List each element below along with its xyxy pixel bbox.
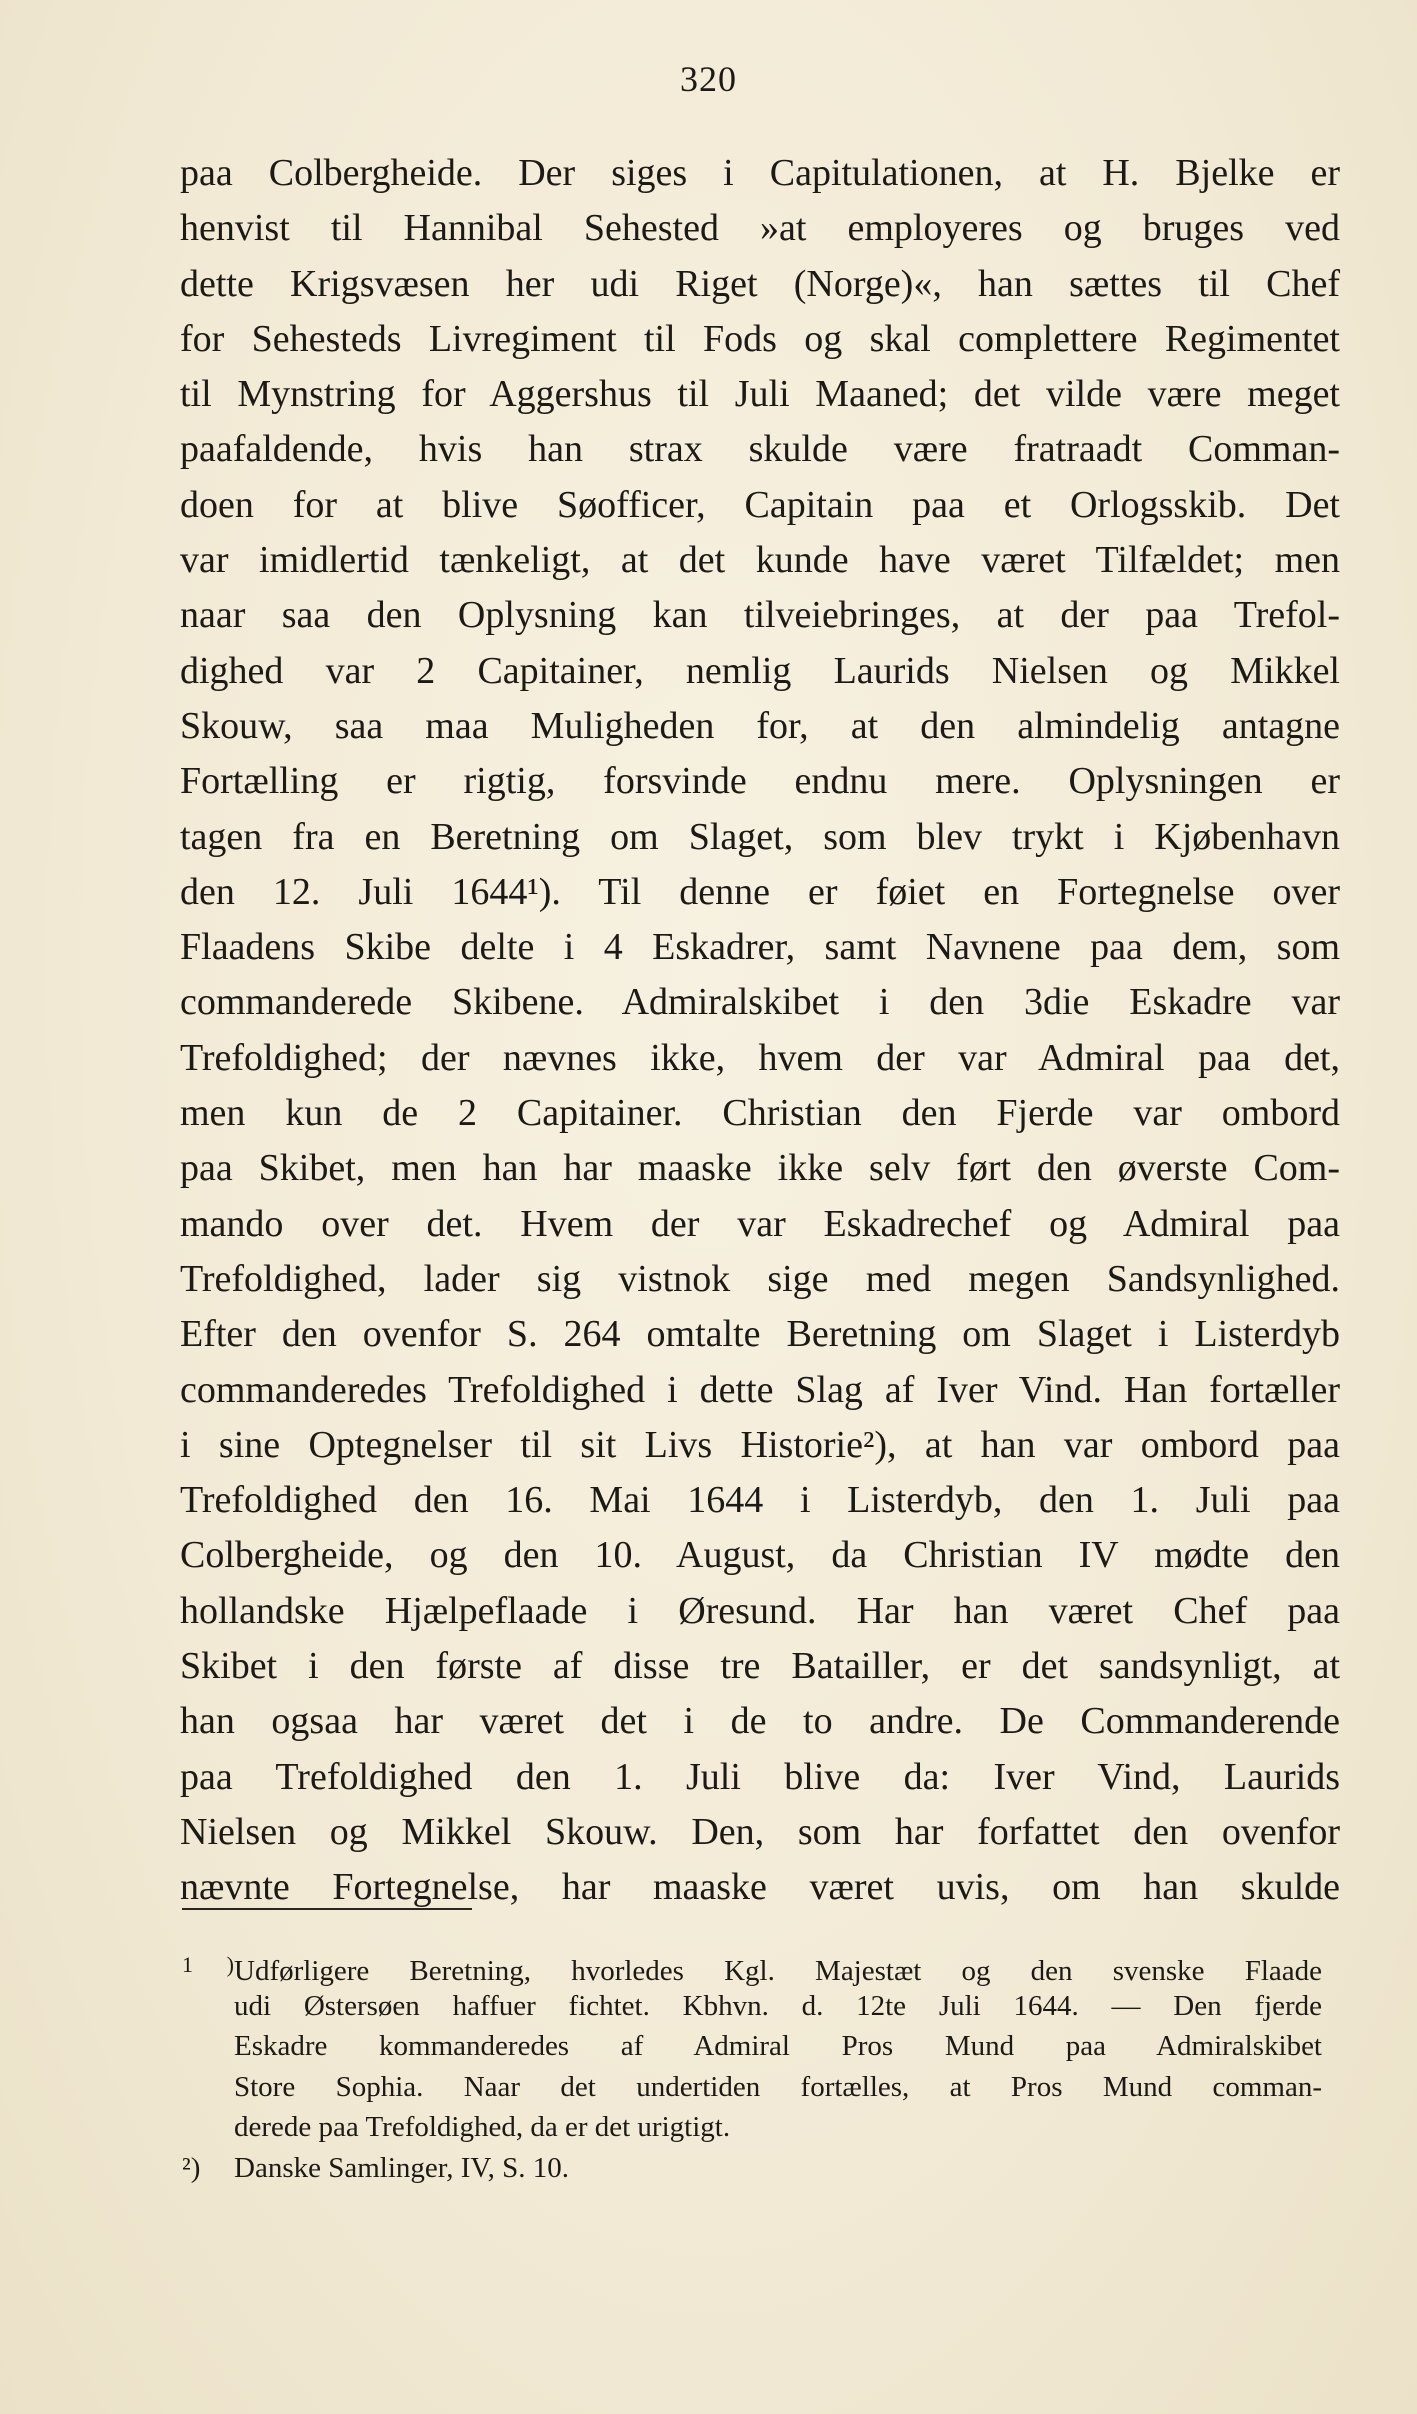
- footnote-1-marker: 1 ): [182, 1952, 234, 1977]
- footnote-1-line: [182, 1945, 1322, 1986]
- body-line: Fortælling er rigtig, forsvinde endnu mere. Oplysningen er: [180, 760, 1340, 803]
- body-line: paafaldende, hvis han strax skulde være fratraadt Comman-: [180, 428, 1340, 471]
- footnote-1-line: derede paa Trefoldighed, da er det urigtigt.: [234, 2111, 731, 2143]
- body-line: Skibet i den første af disse tre Batailler, er det sandsynligt, at: [180, 1645, 1340, 1688]
- body-line: hollandske Hjælpeflaade i Øresund. Har han været Chef paa: [180, 1589, 1340, 1632]
- body-line: Nielsen og Mikkel Skouw. Den, som har forfattet den ovenfor: [180, 1810, 1340, 1853]
- footnote-2-marker: ²): [182, 2151, 201, 2184]
- footnote-2-line: [182, 2148, 1322, 2189]
- body-line: i sine Optegnelser til sit Livs Historie²), at han var ombord paa: [180, 1423, 1340, 1466]
- body-line: commanderedes Trefoldighed i dette Slag af Iver Vind. Han fortæller: [180, 1368, 1340, 1411]
- body-text: [180, 146, 1340, 1916]
- body-line: nævnte Fortegnelse, har maaske været uvis, om han skulde: [180, 1866, 1340, 1909]
- footnote-1-line: Store Sophia. Naar det undertiden fortælles, at Pros Mund comman-: [234, 2070, 1322, 2103]
- body-line: paa Colbergheide. Der siges i Capitulationen, at H. Bjelke er: [180, 152, 1340, 194]
- body-line: var imidlertid tænkeligt, at det kunde have været Tilfældet; men: [180, 539, 1340, 582]
- body-line: dighed var 2 Capitainer, nemlig Laurids Nielsen og Mikkel: [180, 649, 1340, 692]
- body-line: dette Krigsvæsen her udi Riget (Norge)«, han sættes til Chef: [180, 262, 1340, 305]
- body-line: paa Skibet, men han har maaske ikke selv ført den øverste Com-: [180, 1147, 1340, 1190]
- body-line: commanderede Skibene. Admiralskibet i den 3die Eskadre var: [180, 981, 1340, 1024]
- footnotes: [182, 1945, 1322, 2188]
- body-line: til Mynstring for Aggershus til Juli Maaned; det vilde være meget: [180, 373, 1340, 416]
- body-line: den 12. Juli 1644¹). Til denne er føiet en Fortegnelse over: [180, 870, 1340, 913]
- footnote-rule: [182, 1908, 472, 1910]
- body-line: doen for at blive Søofficer, Capitain paa et Orlogsskib. Det: [180, 483, 1340, 526]
- body-line: mando over det. Hvem der var Eskadrechef og Admiral paa: [180, 1202, 1340, 1245]
- page-number: 320: [680, 59, 737, 99]
- body-line: Efter den ovenfor S. 264 omtalte Beretning om Slaget i Listerdyb: [180, 1313, 1340, 1356]
- body-line: tagen fra en Beretning om Slaget, som blev trykt i Kjøbenhavn: [180, 815, 1340, 858]
- body-line: han ogsaa har været det i de to andre. De Commanderende: [180, 1700, 1340, 1743]
- body-line: men kun de 2 Capitainer. Christian den Fjerde var ombord: [180, 1092, 1340, 1135]
- body-line: Flaadens Skibe delte i 4 Eskadrer, samt Navnene paa dem, som: [180, 926, 1340, 969]
- footnote-1-line: udi Østersøen haffuer fichtet. Kbhvn. d. 12te Juli 1644. — Den fjerde: [234, 1989, 1322, 2022]
- body-line: Colbergheide, og den 10. August, da Christian IV mødte den: [180, 1534, 1340, 1577]
- body-line: henvist til Hannibal Sehested »at employeres og bruges ved: [180, 207, 1340, 250]
- body-line: Trefoldighed, lader sig vistnok sige med megen Sandsynlighed.: [180, 1257, 1340, 1300]
- body-line: Trefoldighed; der nævnes ikke, hvem der var Admiral paa det,: [180, 1036, 1340, 1079]
- body-line: paa Trefoldighed den 1. Juli blive da: Iver Vind, Laurids: [180, 1755, 1340, 1798]
- body-line: Skouw, saa maa Muligheden for, at den almindelig antagne: [180, 704, 1340, 747]
- body-line: for Sehesteds Livregiment til Fods og skal complettere Regimentet: [180, 317, 1340, 360]
- footnote-1-line: Eskadre kommanderedes af Admiral Pros Mund paa Admiralskibet: [234, 2030, 1322, 2062]
- footnote-2-text: Danske Samlinger, IV, S. 10.: [234, 2151, 570, 2184]
- body-line: naar saa den Oplysning kan tilveiebringes, at der paa Trefol-: [180, 594, 1340, 637]
- body-line: Trefoldighed den 16. Mai 1644 i Listerdyb, den 1. Juli paa: [180, 1479, 1340, 1522]
- footnote-1-text: Udførligere Beretning, hvorledes Kgl. Majestæt og den svenske Flaade: [234, 1955, 1322, 1987]
